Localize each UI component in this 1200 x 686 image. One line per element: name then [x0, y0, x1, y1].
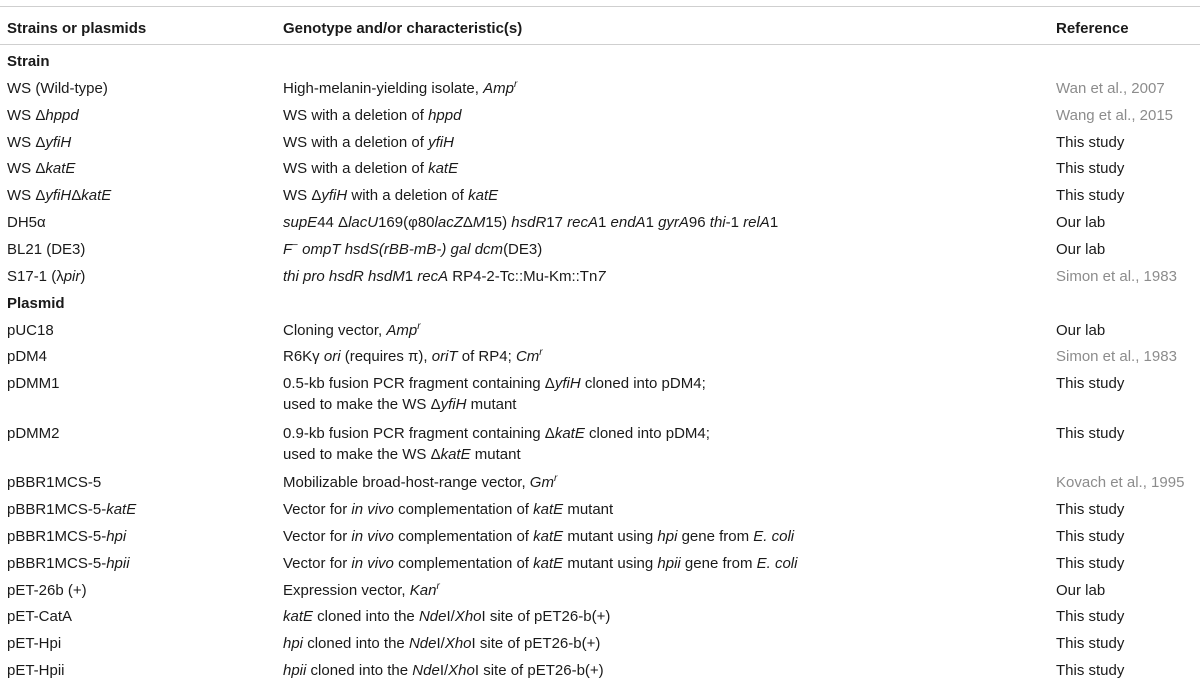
table-row — [0, 235, 1200, 262]
text-segment: cloned into the — [303, 635, 409, 653]
table-row — [0, 208, 1200, 235]
reference-cell: Simon et al., 1983 — [1056, 267, 1177, 285]
text-segment: Kan — [409, 581, 437, 599]
text-segment: I/ — [436, 635, 445, 653]
text-segment: 1 — [769, 214, 779, 232]
text-segment: (requires π), — [340, 348, 432, 366]
text-segment: Cloning vector, — [283, 321, 387, 339]
text-segment: I/ — [439, 662, 449, 680]
genotype-cell — [283, 660, 604, 681]
genotype-cell — [283, 185, 498, 206]
reference-cell: Our lab — [1056, 240, 1106, 258]
text-segment: (DE3) — [503, 240, 543, 258]
text-segment: used to make the WS Δ — [283, 445, 441, 463]
strain-name-cell — [7, 158, 75, 179]
strain-name-cell — [7, 499, 136, 520]
text-segment: supE — [283, 214, 318, 232]
text-segment: used to make the WS Δ — [283, 396, 441, 414]
text-segment: hppd — [428, 106, 462, 124]
genotype-cell — [283, 266, 606, 287]
genotype-cell — [283, 423, 710, 465]
text-segment: ) — [80, 267, 86, 285]
text-segment: WS Δ — [7, 133, 46, 151]
text-segment: Δ — [462, 214, 473, 232]
genotype-cell — [283, 132, 454, 153]
text-segment: katE — [533, 527, 564, 545]
strain-name-cell — [7, 580, 87, 601]
reference-cell: This study — [1056, 375, 1125, 393]
text-segment: mutant using — [563, 554, 658, 572]
text-segment: 169(φ80 — [378, 214, 435, 232]
section-heading — [7, 51, 50, 72]
genotype-cell — [283, 320, 421, 341]
text-segment: pBBR1MCS-5- — [7, 501, 107, 519]
text-segment: hpi — [283, 635, 304, 653]
text-segment: in vivo — [351, 501, 394, 519]
reference-cell: Our lab — [1056, 321, 1106, 339]
text-segment: ompT hsdS(rBB-mB-) gal dcm — [298, 240, 504, 258]
text-segment: Vector for — [283, 527, 352, 545]
text-segment: complementation of — [393, 527, 534, 545]
strain-name-cell — [7, 660, 65, 681]
text-segment: in vivo — [351, 554, 394, 572]
text-segment: pET-Hpi — [7, 635, 62, 653]
text-segment: complementation of — [393, 554, 534, 572]
text-segment: WS with a deletion of — [283, 106, 429, 124]
text-segment: E. coli — [753, 527, 795, 545]
text-segment: cloned into pDM4; — [584, 424, 710, 442]
text-segment: lacZ — [434, 214, 463, 232]
text-segment: WS with a deletion of — [283, 160, 429, 178]
text-segment: endA — [610, 214, 646, 232]
text-segment: lacU — [348, 214, 379, 232]
genotype-cell — [283, 553, 797, 574]
text-segment: gene from — [677, 527, 754, 545]
text-segment: 1 — [645, 214, 659, 232]
text-segment: M — [472, 214, 486, 232]
text-segment: r — [539, 347, 543, 359]
text-segment: hpii — [283, 662, 307, 680]
table-row — [0, 316, 1200, 343]
text-segment: gene from — [680, 554, 757, 572]
top-rule — [0, 6, 1200, 7]
text-segment: WS Δ — [7, 106, 46, 124]
reference-cell: This study — [1056, 424, 1125, 442]
text-segment: yfiH — [45, 133, 72, 151]
text-segment: F — [283, 240, 293, 258]
text-segment: pET-26b (+) — [7, 581, 87, 599]
strain-name-cell — [7, 78, 108, 99]
genotype-cell — [283, 346, 543, 367]
text-segment: I site of pET26-b(+) — [474, 662, 604, 680]
text-segment: Xho — [454, 608, 482, 626]
text-segment: 44 Δ — [317, 214, 349, 232]
strain-name-cell — [7, 553, 130, 574]
text-segment: BL21 (DE3) — [7, 240, 86, 258]
text-segment: 0.9-kb fusion PCR fragment containing Δ — [283, 424, 555, 442]
text-segment: hpi — [106, 527, 127, 545]
table-row — [0, 522, 1200, 549]
text-segment: hpi — [657, 527, 678, 545]
text-segment: 96 — [688, 214, 710, 232]
table-row — [0, 128, 1200, 155]
table-header-row — [0, 8, 1200, 35]
text-segment: r — [417, 320, 421, 332]
text-segment: RP4-2-Tc::Mu-Km::Tn — [448, 267, 598, 285]
text-segment: katE — [283, 608, 314, 626]
reference-cell: This study — [1056, 527, 1125, 545]
strain-name-cell — [7, 633, 61, 654]
text-segment: Mobilizable broad-host-range vector, — [283, 474, 530, 492]
table-row — [0, 419, 1200, 467]
text-segment: mutant — [470, 445, 521, 463]
strain-name-cell — [7, 526, 126, 547]
text-segment: katE — [428, 160, 459, 178]
section-heading — [7, 293, 65, 314]
table-row — [0, 602, 1200, 629]
table-row — [0, 576, 1200, 603]
text-segment: mutant — [466, 396, 517, 414]
text-segment: Amp — [386, 321, 418, 339]
text-segment: Xho — [444, 635, 472, 653]
text-segment: with a deletion of — [347, 187, 469, 205]
strain-name-cell — [7, 266, 85, 287]
text-segment: 0.5-kb fusion PCR fragment containing Δ — [283, 375, 555, 393]
text-segment: hpii — [106, 554, 130, 572]
text-segment: Vector for — [283, 554, 352, 572]
text-segment: yfiH — [440, 396, 467, 414]
reference-cell: Our lab — [1056, 214, 1106, 232]
text-segment: 1 — [404, 267, 418, 285]
text-segment: katE — [554, 424, 585, 442]
text-segment: DH5α — [7, 214, 46, 232]
text-segment: Amp — [483, 79, 514, 97]
text-segment: -1 — [725, 214, 744, 232]
reference-cell: This study — [1056, 133, 1125, 151]
header-strains-or-plasmids: Strains or plasmids — [7, 20, 147, 37]
strain-name-cell — [7, 212, 46, 233]
strain-name-cell — [7, 132, 71, 153]
text-segment: relA — [743, 214, 770, 232]
genotype-cell — [283, 212, 778, 233]
strain-name-cell — [7, 606, 72, 627]
reference-cell: Our lab — [1056, 581, 1106, 599]
section-heading-row — [0, 47, 1200, 74]
text-segment: recA — [417, 267, 449, 285]
text-segment: pBBR1MCS-5 — [7, 474, 102, 492]
text-segment: I/ — [446, 608, 455, 626]
text-segment: recA — [567, 214, 598, 232]
section-heading-row — [0, 289, 1200, 316]
text-segment: katE — [440, 445, 471, 463]
genotype-cell — [283, 105, 461, 126]
text-segment: pDMM2 — [7, 424, 60, 442]
strain-name-cell — [7, 320, 54, 341]
text-segment: S17-1 (λ — [7, 267, 64, 285]
text-segment: thi — [709, 214, 726, 232]
text-segment: WS Δ — [283, 187, 322, 205]
reference-cell: This study — [1056, 554, 1125, 572]
text-segment: Xho — [448, 662, 475, 680]
text-segment: Plasmid — [7, 294, 65, 312]
text-segment: High-melanin-yielding isolate, — [283, 79, 484, 97]
reference-cell: This study — [1056, 187, 1125, 205]
text-segment: katE — [468, 187, 499, 205]
strain-name-cell — [7, 472, 101, 493]
text-segment: 17 — [546, 214, 568, 232]
genotype-cell — [283, 499, 613, 520]
text-segment: hppd — [45, 106, 79, 124]
header-rule — [0, 44, 1200, 45]
text-segment: pir — [63, 267, 81, 285]
text-segment: Cm — [515, 348, 540, 366]
text-segment: complementation of — [393, 501, 534, 519]
table-row — [0, 629, 1200, 656]
text-segment: yfiH — [554, 375, 581, 393]
text-segment: pUC18 — [7, 321, 54, 339]
text-segment: mutant using — [563, 527, 658, 545]
text-segment: pBBR1MCS-5- — [7, 527, 107, 545]
text-segment: E. coli — [756, 554, 798, 572]
reference-cell: This study — [1056, 662, 1125, 680]
reference-cell: This study — [1056, 160, 1125, 178]
genotype-cell — [283, 239, 542, 260]
text-segment: 7 — [597, 267, 606, 285]
text-segment: pBBR1MCS-5- — [7, 554, 107, 572]
text-segment: pET-Hpii — [7, 662, 65, 680]
text-segment: Expression vector, — [283, 581, 410, 599]
genotype-cell — [283, 606, 610, 627]
text-segment: thi pro hsdR hsdM — [283, 267, 405, 285]
table-row — [0, 74, 1200, 101]
table-row — [0, 101, 1200, 128]
text-segment: 15) — [485, 214, 512, 232]
genotype-cell — [283, 526, 794, 547]
table-row — [0, 495, 1200, 522]
table-row — [0, 262, 1200, 289]
text-segment: r — [513, 78, 518, 90]
header-reference: Reference — [1056, 20, 1129, 37]
table-row — [0, 181, 1200, 208]
text-segment: Vector for — [283, 501, 352, 519]
strain-name-cell — [7, 105, 79, 126]
text-segment: katE — [533, 501, 564, 519]
text-segment: hsdR — [511, 214, 547, 232]
text-segment: katE — [533, 554, 564, 572]
text-segment: gyrA — [658, 214, 689, 232]
text-segment: Strain — [7, 53, 50, 70]
strain-name-cell — [7, 346, 47, 367]
text-segment: I site of pET26-b(+) — [471, 635, 601, 653]
table-row — [0, 549, 1200, 576]
text-segment: oriT — [431, 348, 458, 366]
text-segment: WS (Wild-type) — [7, 79, 108, 97]
header-genotype: Genotype and/or characteristic(s) — [283, 20, 523, 37]
text-segment: pDMM1 — [7, 375, 60, 393]
text-segment: R6Kγ — [283, 348, 324, 366]
strain-name-cell — [7, 185, 111, 206]
reference-cell: This study — [1056, 501, 1125, 519]
text-segment: hpii — [657, 554, 681, 572]
text-segment: Gm — [529, 474, 554, 492]
text-segment: yfiH — [45, 187, 72, 205]
text-segment: katE — [45, 160, 76, 178]
text-segment: Nde — [408, 635, 437, 653]
genotype-cell — [283, 373, 706, 415]
strain-name-cell — [7, 423, 60, 444]
strain-name-cell — [7, 373, 60, 394]
text-segment: Nde — [412, 662, 440, 680]
text-segment: katE — [81, 187, 112, 205]
table-row — [0, 369, 1200, 417]
genotype-cell — [283, 633, 600, 654]
text-segment: pET-CatA — [7, 608, 73, 626]
text-segment: WS Δ — [7, 187, 46, 205]
table-row — [0, 342, 1200, 369]
reference-cell: Wang et al., 2015 — [1056, 106, 1174, 124]
text-segment: cloned into the — [306, 662, 413, 680]
genotype-cell — [283, 580, 440, 601]
text-segment: in vivo — [351, 527, 394, 545]
text-segment: of RP4; — [457, 348, 516, 366]
text-segment: mutant — [563, 501, 614, 519]
text-segment: r — [553, 473, 558, 485]
genotype-cell — [283, 472, 557, 493]
reference-cell: Kovach et al., 1995 — [1056, 474, 1185, 492]
table-row — [0, 154, 1200, 181]
text-segment: pDM4 — [7, 348, 48, 366]
table-row — [0, 468, 1200, 495]
text-segment: ori — [323, 348, 341, 366]
text-segment: Δ — [71, 187, 82, 205]
text-segment: katE — [106, 501, 137, 519]
genotype-cell — [283, 78, 517, 99]
reference-cell: This study — [1056, 608, 1125, 626]
table-row — [0, 656, 1200, 683]
text-segment: yfiH — [321, 187, 348, 205]
reference-cell: This study — [1056, 635, 1125, 653]
text-segment: r — [436, 580, 440, 592]
text-segment: I site of pET26-b(+) — [481, 608, 611, 626]
text-segment: cloned into the — [313, 608, 419, 626]
text-segment: − — [292, 239, 299, 251]
reference-cell: Simon et al., 1983 — [1056, 348, 1177, 366]
reference-cell: Wan et al., 2007 — [1056, 79, 1165, 97]
strain-name-cell — [7, 239, 85, 260]
text-segment: cloned into pDM4; — [580, 375, 706, 393]
genotype-cell — [283, 158, 458, 179]
text-segment: WS with a deletion of — [283, 133, 429, 151]
text-segment: 1 — [598, 214, 611, 232]
text-segment: WS Δ — [7, 160, 46, 178]
text-segment: Nde — [418, 608, 447, 626]
text-segment: yfiH — [428, 133, 454, 151]
